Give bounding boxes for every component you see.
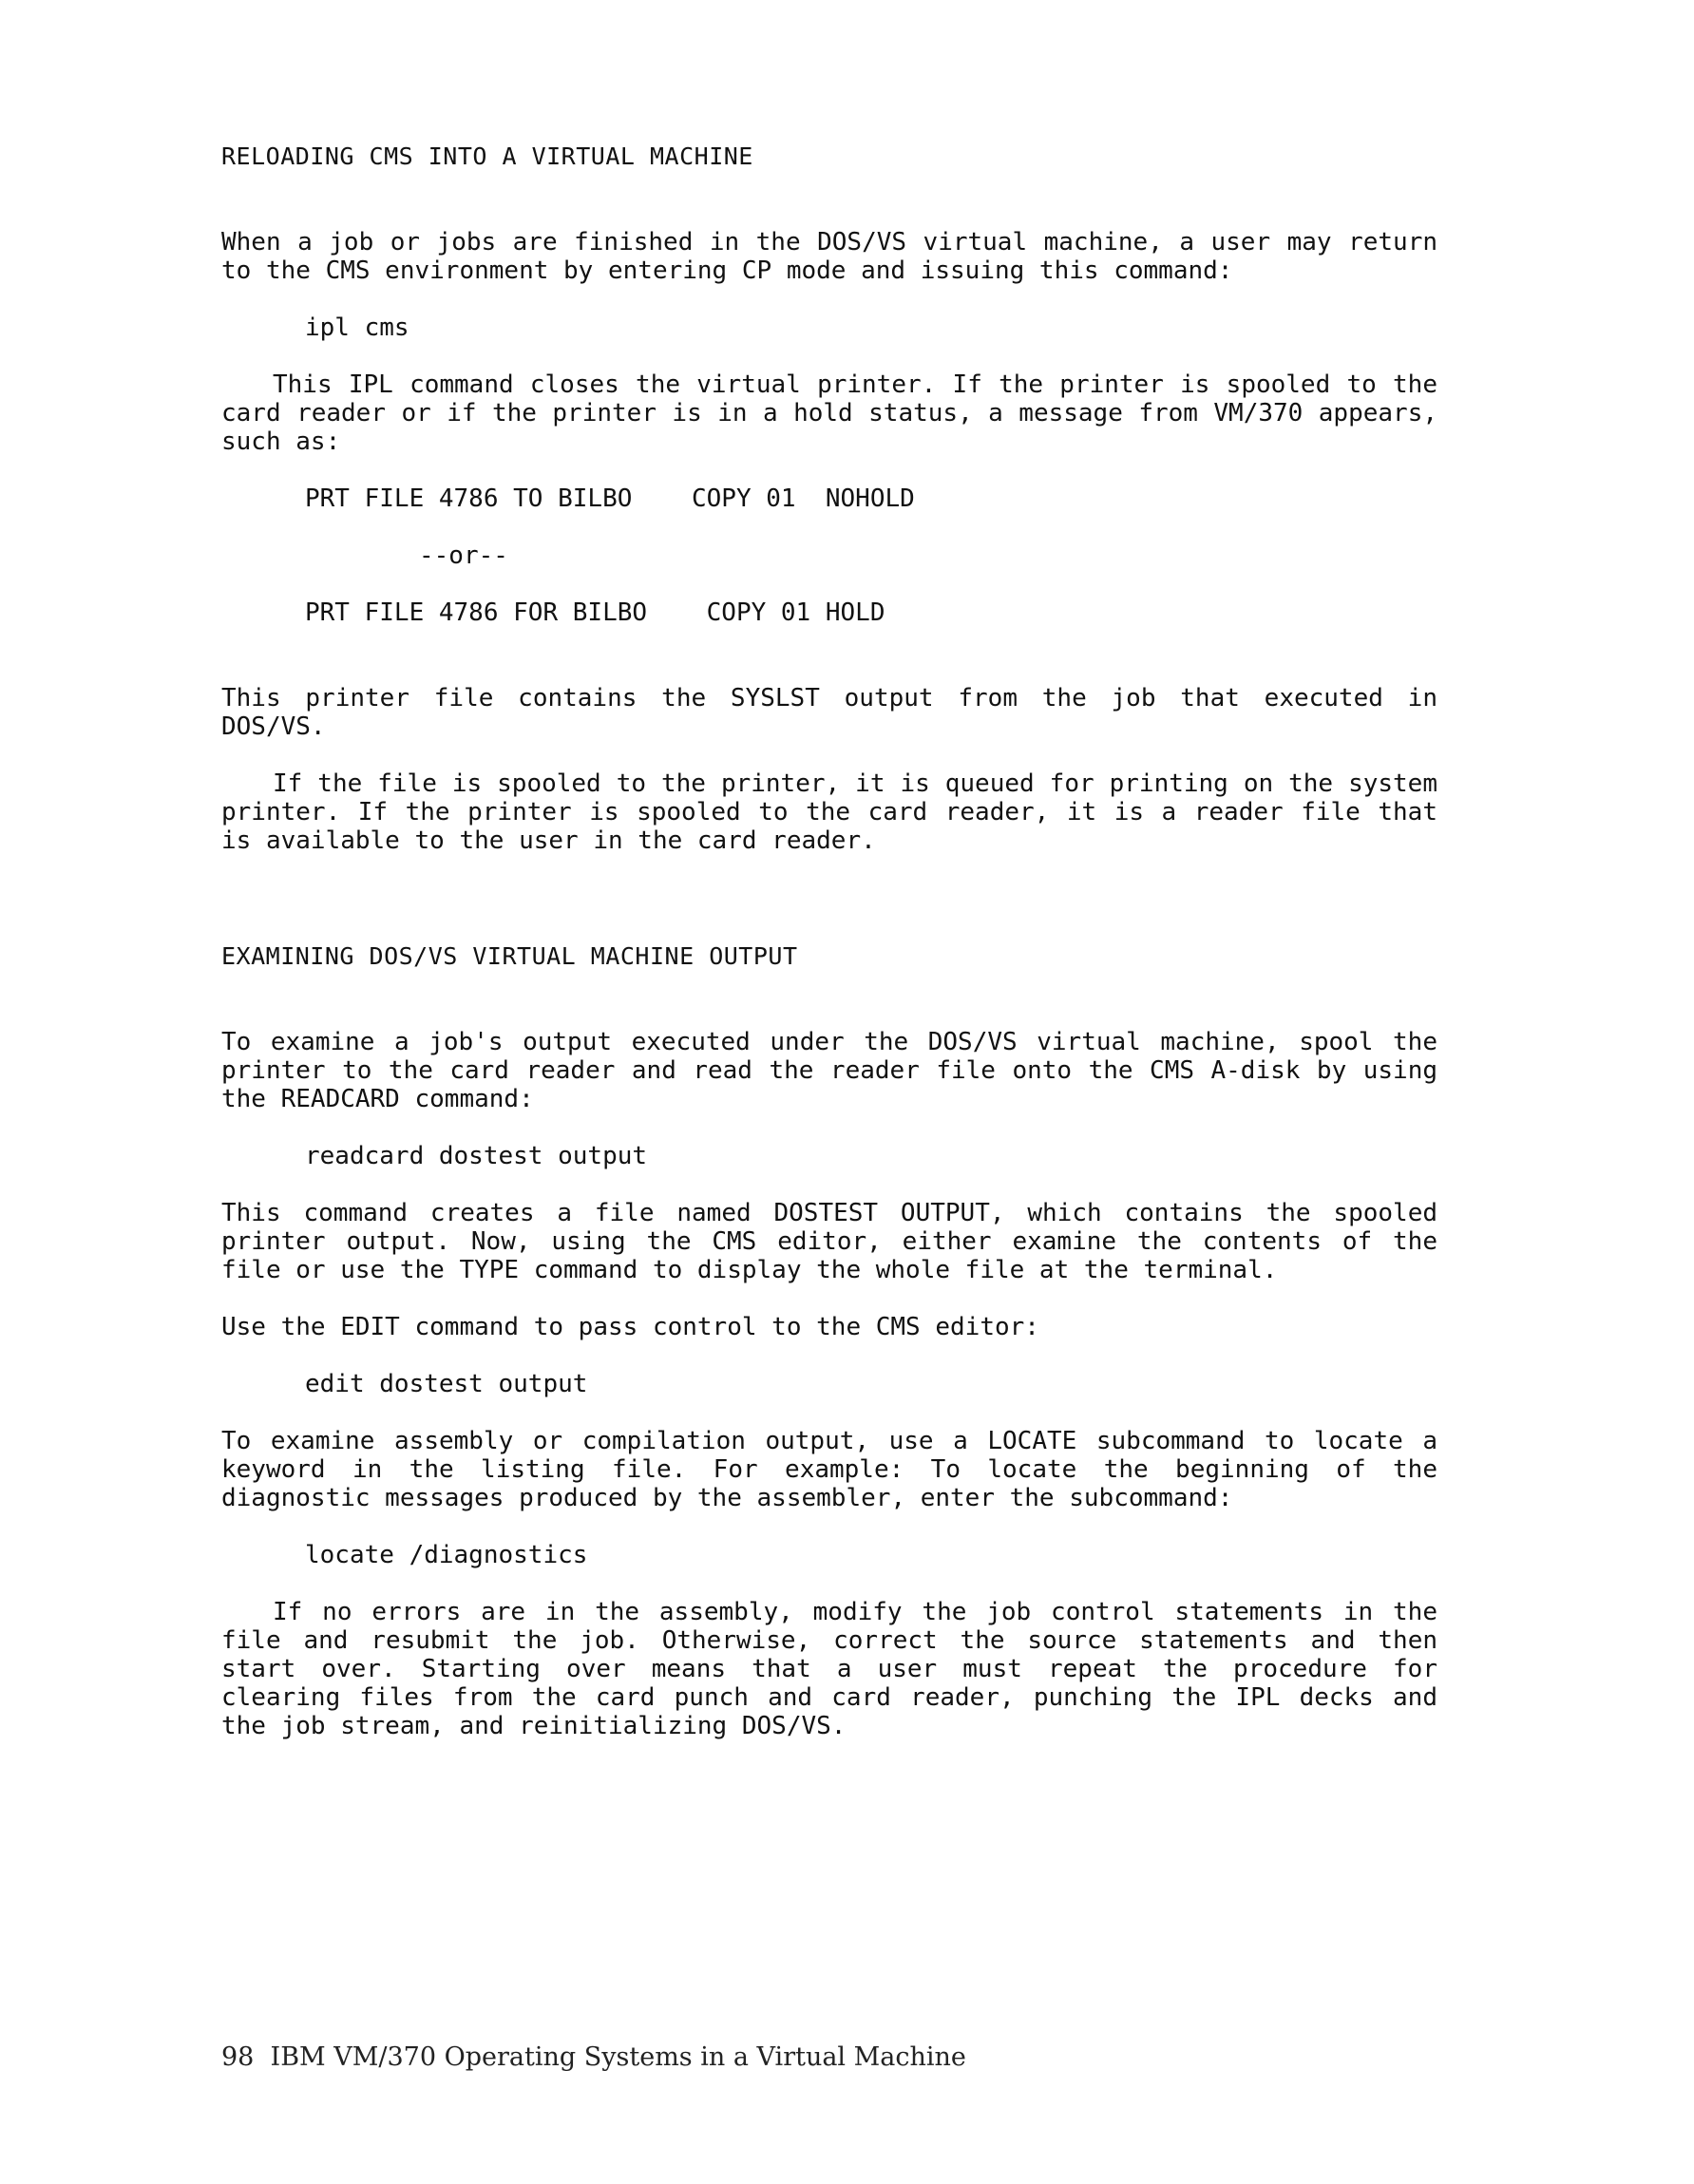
section-heading-examining-output: EXAMINING DOS/VS VIRTUAL MACHINE OUTPUT <box>221 942 798 970</box>
document-page <box>221 142 1437 1740</box>
command-example: readcard dostest output <box>305 1142 648 1170</box>
paragraph: This command creates a file named DOSTEST OUTPUT, which contains the spooled printer output. Now, using the CMS editor, either examine the contents of the file or use the TYPE command to display the whole file at the terminal. <box>221 1199 1437 1284</box>
command-example: ipl cms <box>305 313 409 342</box>
paragraph: If the file is spooled to the printer, it is queued for printing on the system printer. If the printer is spooled to the card reader, it is a reader file that is available to the user in the card reader. <box>221 769 1437 855</box>
book-title: IBM VM/370 Operating Systems in a Virtual Machine <box>270 2042 966 2072</box>
command-example: edit dostest output <box>305 1370 588 1398</box>
paragraph: To examine assembly or compilation output, use a LOCATE subcommand to locate a keyword in the listing file. For example: To locate the beginning of the diagnostic messages produced by the assembler, enter the subcommand: <box>221 1427 1437 1512</box>
page-number: 98 <box>221 2042 255 2072</box>
paragraph: To examine a job's output executed under the DOS/VS virtual machine, spool the printer to the card reader and read the reader file onto the CMS A-disk by using the READCARD command: <box>221 1028 1437 1113</box>
page-footer <box>221 2042 966 2073</box>
paragraph: This IPL command closes the virtual printer. If the printer is spooled to the card reader or if the printer is in a hold status, a message from VM/370 appears, such as: <box>221 370 1437 456</box>
paragraph: Use the EDIT command to pass control to the CMS editor: <box>221 1313 1039 1341</box>
message-example: PRT FILE 4786 TO BILBO COPY 01 NOHOLD <box>305 484 915 513</box>
paragraph: If no errors are in the assembly, modify the job control statements in the file and resubmit the job. Otherwise, correct the source statements and then start over. Starting over means that a user must repeat the procedure for clearing files from the card punch and card reader, punching the IPL decks and the job stream, and reinitializing DOS/VS. <box>221 1598 1437 1740</box>
paragraph: This printer file contains the SYSLST output from the job that executed in DOS/VS. <box>221 684 1437 741</box>
section-heading-reloading-cms: RELOADING CMS INTO A VIRTUAL MACHINE <box>221 142 753 170</box>
message-example: PRT FILE 4786 FOR BILBO COPY 01 HOLD <box>305 598 885 627</box>
or-separator: --or-- <box>419 541 508 570</box>
paragraph: When a job or jobs are finished in the DOS/VS virtual machine, a user may return to the CMS environment by entering CP mode and issuing this command: <box>221 228 1437 285</box>
command-example: locate /diagnostics <box>305 1541 588 1569</box>
